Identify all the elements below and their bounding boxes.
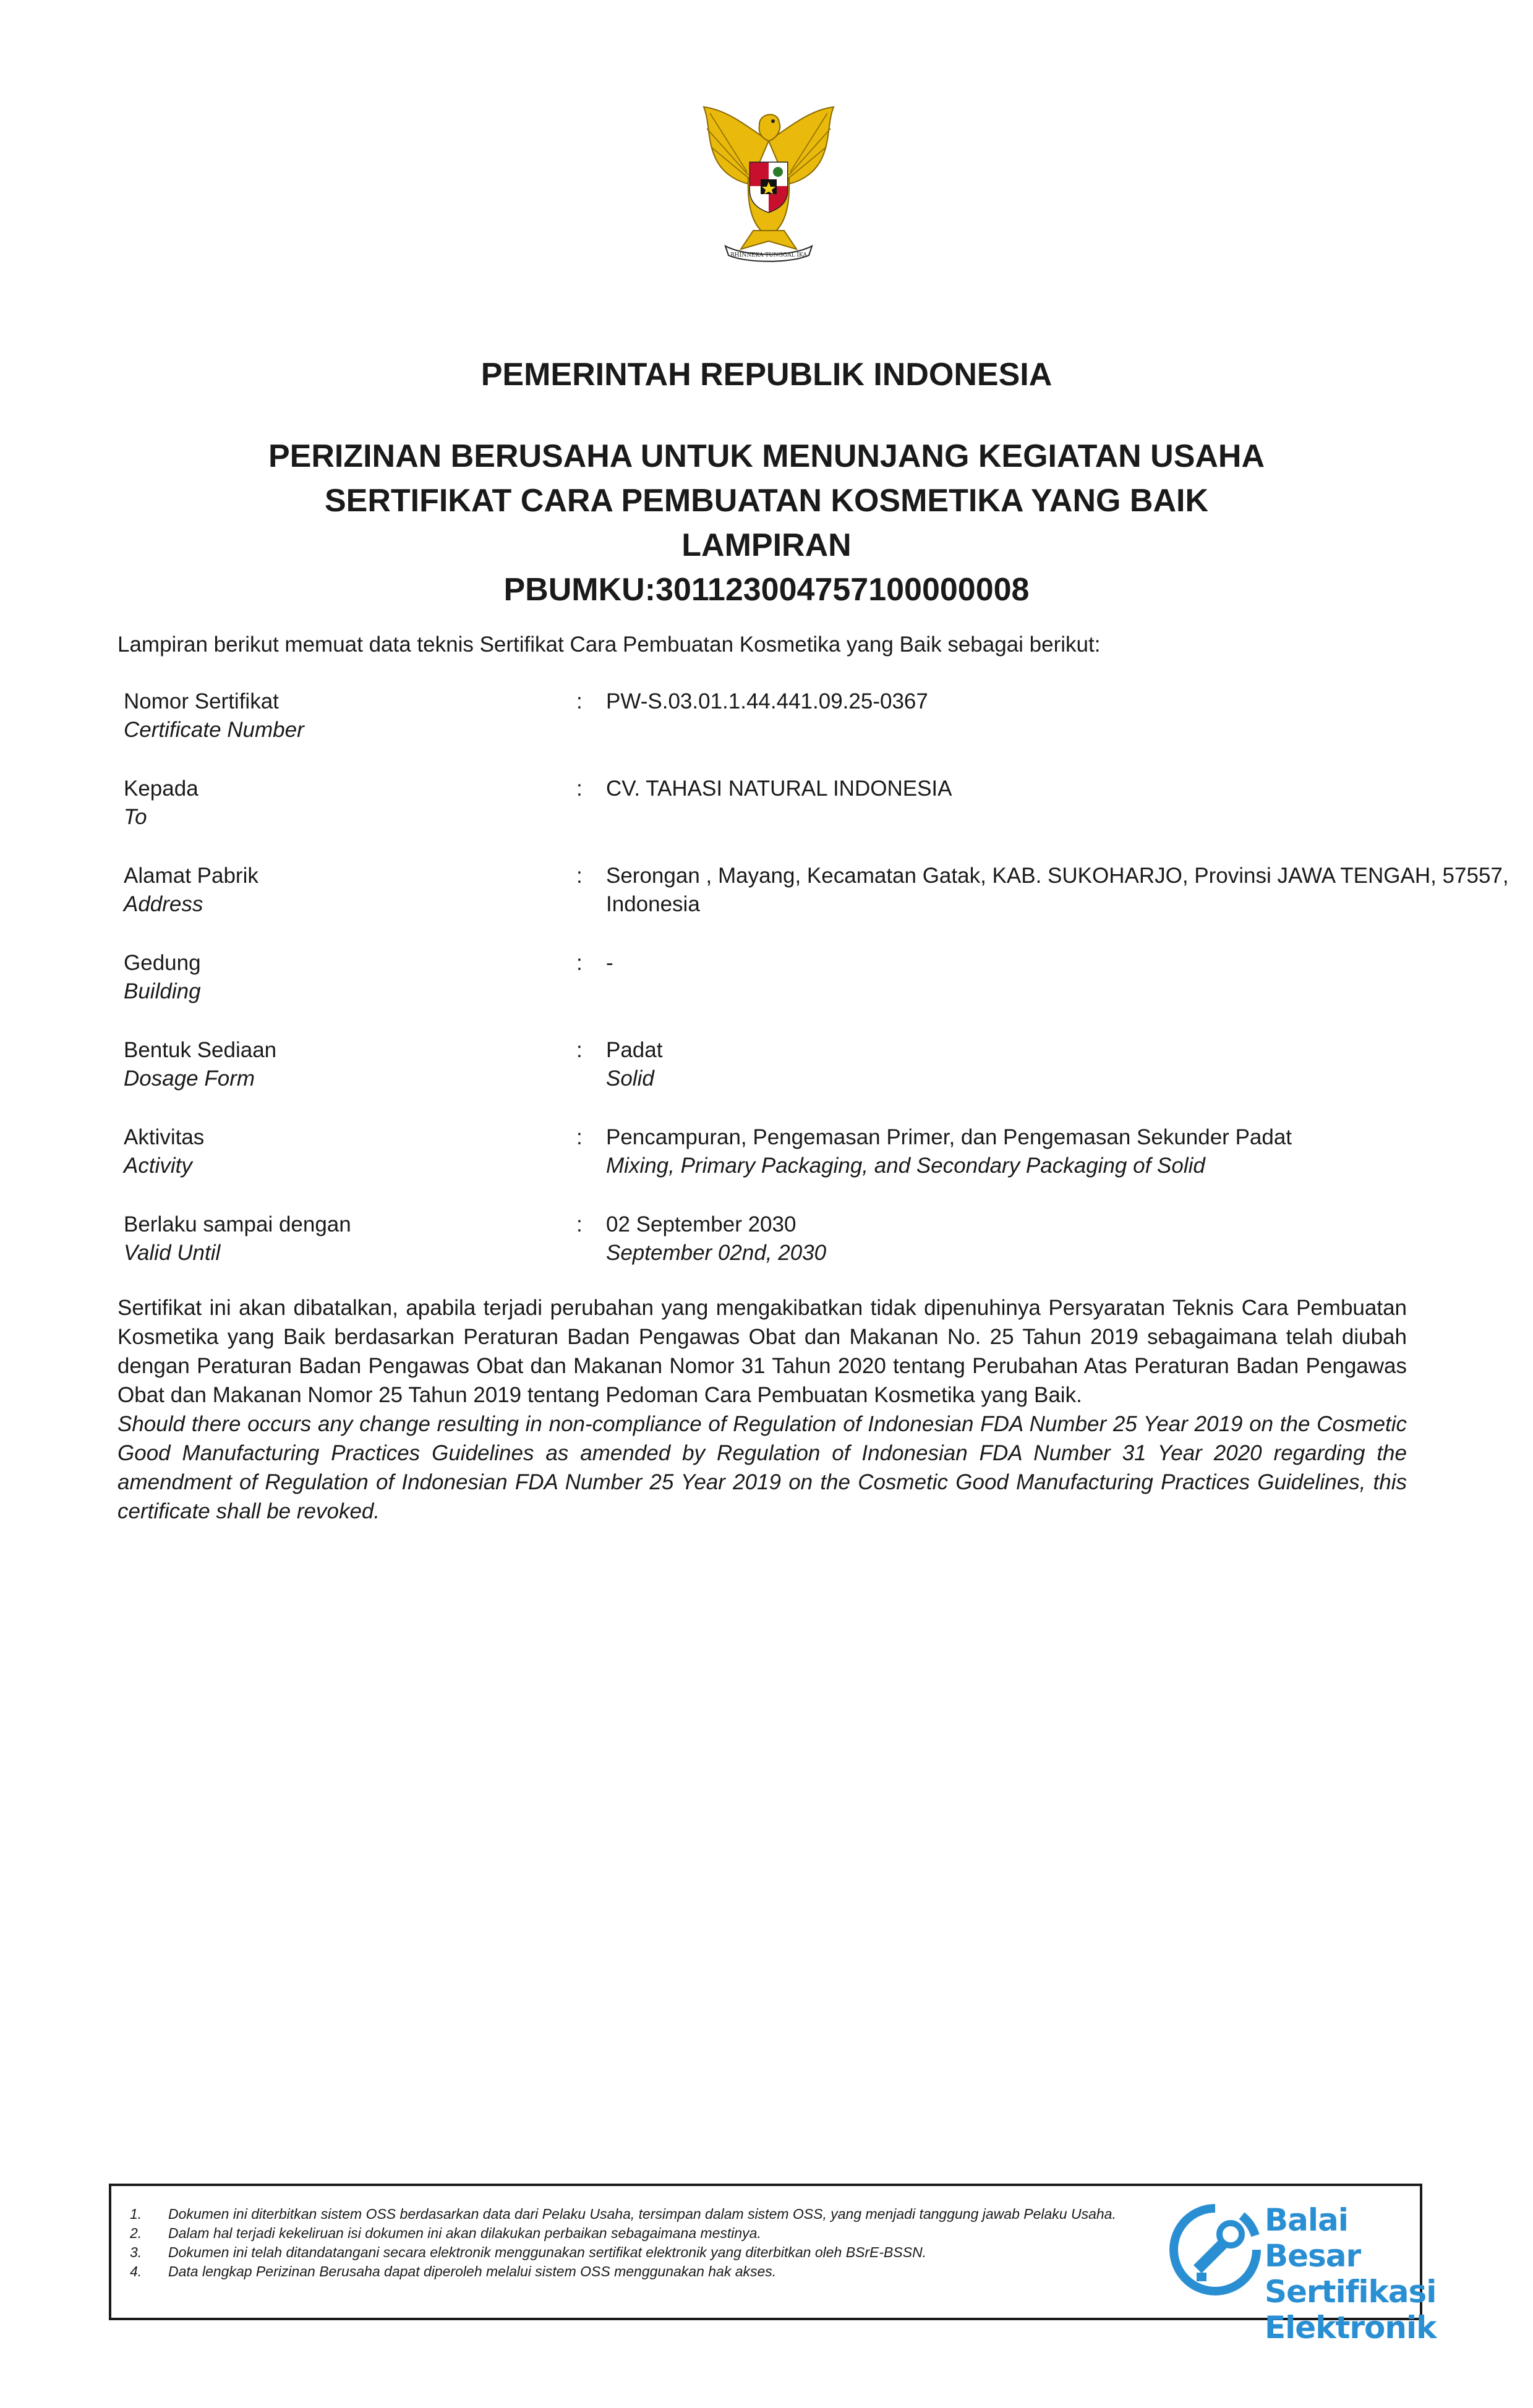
field-colon: : [576,864,583,888]
title-line-1: PERIZINAN BERUSAHA UNTUK MENUNJANG KEGIATAN USAHA [268,438,1265,474]
emblem-motto: BHINNEKA TUNGGAL IKA [730,252,807,258]
note-number: 1. [130,2206,142,2222]
bsre-logo [1169,2197,1437,2346]
field-value-en: Mixing, Primary Packaging, and Secondary Packaging of Solid [606,1154,1205,1178]
field-label: Berlaku sampai dengan [124,1212,351,1236]
intro-text: Lampiran berikut memuat data teknis Sertifikat Cara Pembuatan Kosmetika yang Baik sebagai berikut: [117,632,1101,657]
field-label: Bentuk Sediaan [124,1038,277,1062]
footer-note [130,2224,1181,2243]
field-value-en: Solid [606,1066,654,1091]
field-label: Nomor Sertifikat [124,689,279,713]
bsre-line-2: Sertifikasi [1265,2274,1437,2310]
title-line-4: PBUMKU:301123004757100000008 [503,572,1030,608]
note-text: Dalam hal terjadi kekeliruan isi dokumen ini akan dilakukan perbaikan sebagaimana mestinya. [168,2225,761,2241]
field-colon: : [576,1125,583,1149]
footer-box [109,2184,1437,2346]
field-value: Padat [606,1038,663,1062]
bsre-line-1: Balai Besar [1265,2202,1361,2274]
field-value: Serongan , Mayang, Kecamatan Gatak, KAB. SUKOHARJO, Provinsi JAWA TENGAH, 57557, Indonesia [606,864,1509,916]
field-colon: : [576,1038,583,1062]
field-row-to [124,775,1410,862]
field-row-activity [124,1123,1410,1210]
field-label: Aktivitas [124,1125,205,1149]
field-row-building [124,949,1410,1036]
field-row-address [124,862,1509,949]
bsre-logo-icon [1169,2203,1262,2296]
statement-id: Sertifikat ini akan dibatalkan, apabila terjadi perubahan yang mengakibatkan tidak dipenuhinya Persyaratan Teknis Cara Pembuatan Kosmetika yang Baik berdasarkan Peraturan Badan Pengawas Obat dan Makanan No. 25 Tahun 2019 sebagaimana telah diubah dengan Peraturan Badan Pengawas Obat dan Makanan Nomor 31 Tahun 2020 tentang Perubahan Atas Peraturan Badan Pengawas Obat dan Makanan Nomor 25 Tahun 2019 tentang Pedoman Cara Pembuatan Kosmetika yang Baik. [117,1296,1407,1407]
title-line-3: LAMPIRAN [681,527,852,563]
field-label: Gedung [124,951,201,975]
field-label: Alamat Pabrik [124,864,258,888]
field-label-en: To [124,805,147,829]
note-text: Data lengkap Perizinan Berusaha dapat diperoleh melalui sistem OSS menggunakan hak akses. [168,2263,777,2279]
field-value-en: September 02nd, 2030 [606,1241,827,1265]
note-number: 3. [130,2244,142,2260]
revocation-statement [117,1293,1407,1526]
field-label-en: Certificate Number [124,718,304,742]
title-line-2: SERTIFIKAT CARA PEMBUATAN KOSMETIKA YANG BAIK [324,483,1209,519]
field-colon: : [576,689,583,713]
field-label-en: Dosage Form [124,1066,255,1091]
field-label: Kepada [124,776,199,801]
field-row-certificate-number [124,687,1410,775]
note-number: 2. [130,2225,142,2241]
field-row-valid-until [124,1210,1410,1298]
footer-notes [130,2205,1181,2281]
note-text: Dokumen ini telah ditandatangani secara elektronik menggunakan sertifikat elektronik yang diterbitkan oleh BSrE-BSSN. [168,2244,927,2260]
bsre-line-3: Elektronik [1265,2310,1437,2346]
certificate-fields [124,687,1509,1298]
field-row-dosage-form [124,1036,1410,1123]
field-value: Pencampuran, Pengemasan Primer, dan Pengemasan Sekunder Padat [606,1125,1292,1149]
government-title: PEMERINTAH REPUBLIK INDONESIA [480,357,1053,393]
bsre-logo-text [1265,2202,1436,2346]
field-colon: : [576,776,583,801]
field-label-en: Activity [124,1154,192,1178]
field-label-en: Address [124,892,203,916]
field-value: 02 September 2030 [606,1212,796,1236]
field-colon: : [576,951,583,975]
garuda-emblem-icon [691,104,846,265]
footer-note [130,2205,1181,2224]
footer-note [130,2243,1181,2262]
footer-note [130,2262,1181,2281]
field-label-en: Valid Until [124,1241,221,1265]
note-text: Dokumen ini diterbitkan sistem OSS berdasarkan data dari Pelaku Usaha, tersimpan dalam sistem OSS, yang menjadi tanggung jawab Pelaku Usaha. [168,2206,1116,2222]
field-value: PW-S.03.01.1.44.441.09.25-0367 [606,689,928,713]
field-label-en: Building [124,979,201,1003]
document-header [0,352,1533,612]
field-colon: : [576,1212,583,1236]
note-number: 4. [130,2263,142,2279]
field-value: - [606,951,613,975]
statement-en: Should there occurs any change resulting in non-compliance of Regulation of Indonesian FDA Number 25 Year 2019 on the Cosmetic Good Manufacturing Practices Guidelines as amended by Regulation of Indonesian FDA Number 31 Year 2020 regarding the amendment of Regulation of Indonesian FDA Number 25 Year 2019 on the Cosmetic Good Manufacturing Practices Guidelines, this certificate shall be revoked. [117,1412,1407,1523]
field-value: CV. TAHASI NATURAL INDONESIA [606,776,952,801]
